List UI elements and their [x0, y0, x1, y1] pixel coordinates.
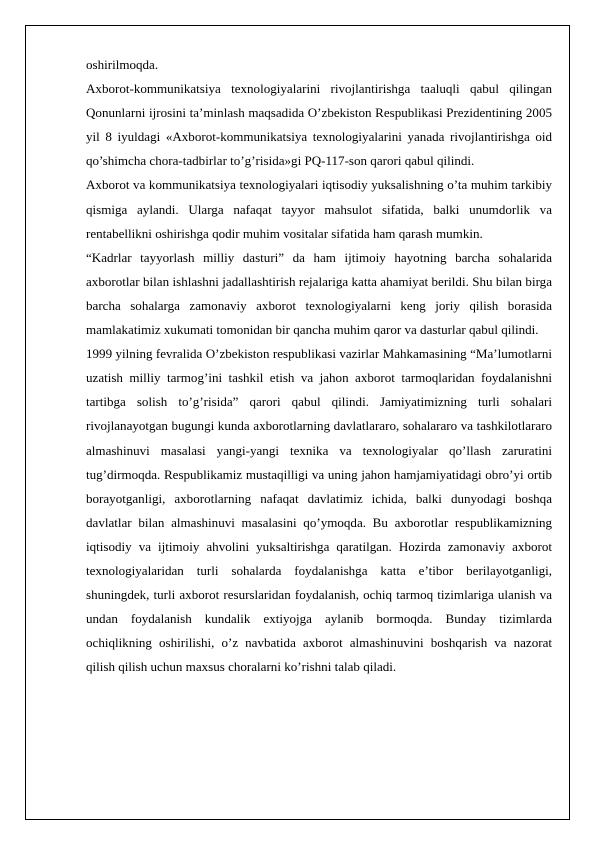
paragraph-1999-decree: 1999 yilning fevralida O’zbekiston respublikasi vazirlar Mahkamasining “Ma’lumotlarni uzatish milliy tarmog’ini tashkil etish va jahon axborot tarmoqlaridan foydalanishni tartibga solish to’g’risida” qarori qabul qilindi. Jamiyatimizning turli sohalari rivojlanayotgan bugungi kunda axborotlarning davlatlararo, sohalararo va tashkilotlararo almashinuvi masalasi yangi-yangi texnika va texnologiyalar qo’llash zaruratini tug’dirmoqda. Respublikamiz mustaqilligi va uning jahon hamjamiyatidagi obro’yi ortib borayotganligi, axborotlarning nafaqat davlatimiz ichida, balki dunyodagi boshqa davlatlar bilan almashinuvi masalasini qo’ymoqda. Bu axborotlar respublikamizning iqtisodiy va ijtimoiy ahvolini yuksaltirishga qaratilgan. Hozirda zamonaviy axborot texnologiyalaridan turli sohalarda foydalanishga katta e’tibor berilayotganligi, shuningdek, turli axborot resurslaridan foydalanish, ochiq tarmoq tizimlariga ulanish va undan foydalanish kundalik extiyojga aylanib bormoqda. Bunday tizimlarda ochiqlikning oshirilishi, o’z navbatida axborot almashinuvini boshqarish va nazorat qilish qilish uchun maxsus choralarni ko’rishni talab qiladi.: [86, 346, 552, 675]
paragraph-continuation: oshirilmoqda.: [86, 57, 159, 72]
paragraph-pq-117-decree: Axborot-kommunikatsiya texnologiyalarini rivojlantirishga taaluqli qabul qilingan Qonunlarni ijrosini ta’minlash maqsadida O’zbekiston Respublikasi Prezidentining 2005 yil 8 iyuldagi «Axborot-kommunikatsiya texnologiyalarini yanada rivojlantirishga oid qo’shimcha chora-tadbirlar to’g’risida»gi PQ-117-son qarori qabul qilindi.: [86, 81, 552, 169]
paragraph-national-program: “Kadrlar tayyorlash milliy dasturi” da ham ijtimoiy hayotning barcha sohalarida axborotlar bilan ishlashni jadallashtirish rejalariga katta ahamiyat berildi. Shu bilan birga barcha sohalarga zamonaviy axborot texnologiyalarni keng joriy qilish borasida mamlakatimiz xukumati tomonidan bir qancha muhim qaror va dasturlar qabul qilindi.: [86, 249, 552, 338]
paragraph-ict-importance: Axborot va kommunikatsiya texnologiyalari iqtisodiy yuksalishning o’ta muhim tarkibiy qismiga aylandi. Ularga nafaqat tayyor mahsulot sifatida, balki unumdorlik va rentabellikni oshirishga qodir muhim vositalar sifatida ham qarash mumkin.: [86, 177, 552, 241]
document-body: [86, 53, 552, 679]
